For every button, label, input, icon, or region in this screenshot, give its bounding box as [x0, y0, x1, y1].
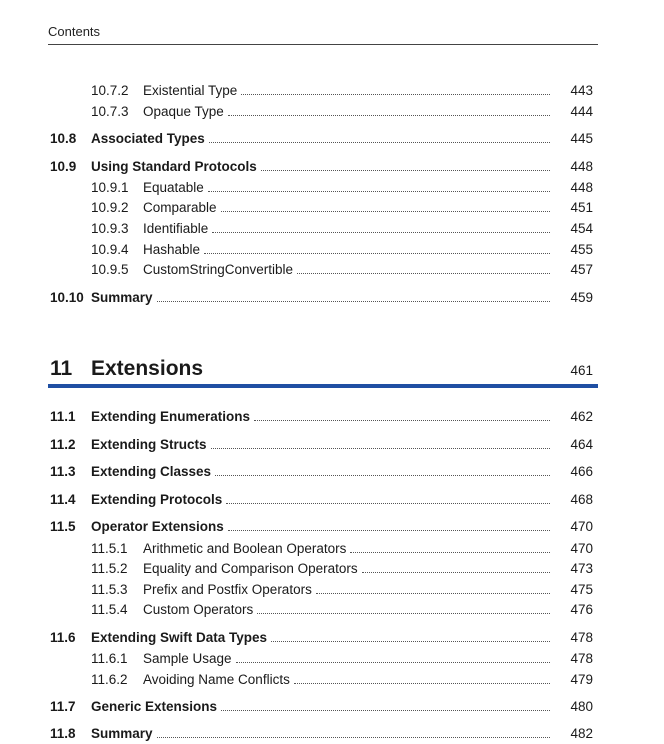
entry-title: Extending Enumerations: [91, 409, 251, 424]
toc-entry-11-6-2[interactable]: [0, 671, 664, 689]
entry-number: 11.2: [50, 437, 76, 452]
toc-entry-11-7[interactable]: [0, 698, 664, 716]
entry-page: 448: [570, 159, 593, 174]
entry-number: 11.3: [50, 464, 76, 479]
entry-title: CustomStringConvertible: [143, 262, 294, 277]
toc-entry-11-5-2[interactable]: [0, 560, 664, 578]
entry-number: 10.8: [50, 131, 77, 146]
entry-number: 11.8: [50, 726, 76, 741]
toc-entry-11-1[interactable]: [0, 408, 664, 426]
toc-entry-10-9-5[interactable]: [0, 261, 664, 279]
entry-title: Summary: [91, 726, 153, 741]
toc-entry-10-9-2[interactable]: [0, 199, 664, 217]
entry-title: Equality and Comparison Operators: [143, 561, 358, 576]
entry-title: Comparable: [143, 200, 217, 215]
entry-page: 445: [570, 131, 593, 146]
entry-title: Arithmetic and Boolean Operators: [143, 541, 347, 556]
entry-title: Summary: [91, 290, 153, 305]
entry-page: 470: [570, 519, 593, 534]
header-rule: [48, 44, 598, 45]
dot-leader: [226, 503, 550, 504]
toc-entry-11-6[interactable]: [0, 629, 664, 647]
entry-number: 10.9.1: [91, 180, 129, 195]
chapter-rule: [48, 384, 598, 388]
dot-leader: [212, 232, 550, 233]
entry-number: 10.9: [50, 159, 77, 174]
entry-number: 10.7.2: [91, 83, 129, 98]
toc-entry-10-10[interactable]: [0, 289, 664, 307]
entry-title: Generic Extensions: [91, 699, 218, 714]
entry-page: 459: [570, 290, 593, 305]
toc-entry-11-8[interactable]: [0, 725, 664, 743]
dot-leader: [241, 94, 550, 95]
entry-page: 466: [570, 464, 593, 479]
entry-title: Extending Swift Data Types: [91, 630, 268, 645]
entry-title: Operator Extensions: [91, 519, 224, 534]
entry-number: 10.9.4: [91, 242, 129, 257]
dot-leader: [209, 142, 550, 143]
entry-page: 479: [570, 672, 593, 687]
toc-entry-10-7-3[interactable]: [0, 103, 664, 121]
entry-page: 468: [570, 492, 593, 507]
toc-entry-11-2[interactable]: [0, 436, 664, 454]
chapter-number: 11: [50, 357, 73, 380]
toc-entry-10-9-3[interactable]: [0, 220, 664, 238]
entry-title: Extending Protocols: [91, 492, 223, 507]
entry-title: Existential Type: [143, 83, 238, 98]
entry-number: 11.5.1: [91, 541, 128, 556]
dot-leader: [297, 273, 550, 274]
toc-entry-11-5[interactable]: [0, 518, 664, 536]
entry-title: Equatable: [143, 180, 204, 195]
entry-page: 476: [570, 602, 593, 617]
dot-leader: [157, 301, 550, 302]
dot-leader: [228, 530, 550, 531]
entry-number: 11.5.2: [91, 561, 128, 576]
toc-entry-10-9[interactable]: [0, 158, 664, 176]
toc-entry-10-9-1[interactable]: [0, 179, 664, 197]
toc-entry-11-4[interactable]: [0, 491, 664, 509]
dot-leader: [261, 170, 550, 171]
chapter-title: Extensions: [91, 357, 204, 380]
dot-leader: [362, 572, 550, 573]
entry-page: 464: [570, 437, 593, 452]
entry-page: 448: [570, 180, 593, 195]
dot-leader: [204, 253, 550, 254]
entry-page: 455: [570, 242, 593, 257]
entry-page: 475: [570, 582, 593, 597]
toc-entry-11-5-1[interactable]: [0, 540, 664, 558]
dot-leader: [254, 420, 550, 421]
dot-leader: [316, 593, 550, 594]
dot-leader: [294, 683, 550, 684]
dot-leader: [228, 115, 550, 116]
running-head: Contents: [48, 24, 101, 39]
entry-number: 11.7: [50, 699, 76, 714]
toc-entry-11-3[interactable]: [0, 463, 664, 481]
entry-number: 11.5.4: [91, 602, 128, 617]
entry-number: 11.6.1: [91, 651, 128, 666]
dot-leader: [208, 191, 550, 192]
entry-page: 482: [570, 726, 593, 741]
dot-leader: [350, 552, 550, 553]
toc-entry-10-9-4[interactable]: [0, 241, 664, 259]
entry-title: Avoiding Name Conflicts: [143, 672, 290, 687]
entry-page: 454: [570, 221, 593, 236]
entry-title: Sample Usage: [143, 651, 232, 666]
entry-title: Identifiable: [143, 221, 209, 236]
entry-number: 11.4: [50, 492, 76, 507]
entry-page: 480: [570, 699, 593, 714]
entry-number: 10.9.3: [91, 221, 129, 236]
toc-entry-10-7-2[interactable]: [0, 82, 664, 100]
toc-entry-11-5-3[interactable]: [0, 581, 664, 599]
entry-page: 478: [570, 630, 593, 645]
dot-leader: [236, 662, 550, 663]
entry-page: 457: [570, 262, 593, 277]
entry-number: 11.1: [50, 409, 76, 424]
entry-number: 11.6.2: [91, 672, 128, 687]
entry-page: 470: [570, 541, 593, 556]
entry-number: 10.7.3: [91, 104, 129, 119]
entry-title: Extending Classes: [91, 464, 212, 479]
entry-number: 11.5: [50, 519, 76, 534]
dot-leader: [157, 737, 550, 738]
entry-page: 443: [570, 83, 593, 98]
entry-page: 444: [570, 104, 593, 119]
entry-number: 10.9.5: [91, 262, 129, 277]
chapter-page: 461: [570, 363, 593, 378]
entry-title: Hashable: [143, 242, 201, 257]
entry-title: Custom Operators: [143, 602, 254, 617]
entry-page: 478: [570, 651, 593, 666]
entry-number: 10.10: [50, 290, 84, 305]
entry-title: Prefix and Postfix Operators: [143, 582, 312, 597]
entry-title: Opaque Type: [143, 104, 224, 119]
entry-number: 11.6: [50, 630, 76, 645]
entry-title: Using Standard Protocols: [91, 159, 257, 174]
dot-leader: [211, 448, 550, 449]
entry-title: Associated Types: [91, 131, 205, 146]
toc-entry-11-5-4[interactable]: [0, 601, 664, 619]
dot-leader: [221, 710, 550, 711]
dot-leader: [215, 475, 550, 476]
entry-number: 10.9.2: [91, 200, 129, 215]
toc-entry-11-6-1[interactable]: [0, 650, 664, 668]
entry-title: Extending Structs: [91, 437, 207, 452]
entry-page: 462: [570, 409, 593, 424]
dot-leader: [257, 613, 550, 614]
dot-leader: [271, 641, 550, 642]
entry-number: 11.5.3: [91, 582, 128, 597]
entry-page: 451: [570, 200, 593, 215]
entry-page: 473: [570, 561, 593, 576]
toc-entry-10-8[interactable]: [0, 130, 664, 148]
dot-leader: [221, 211, 550, 212]
